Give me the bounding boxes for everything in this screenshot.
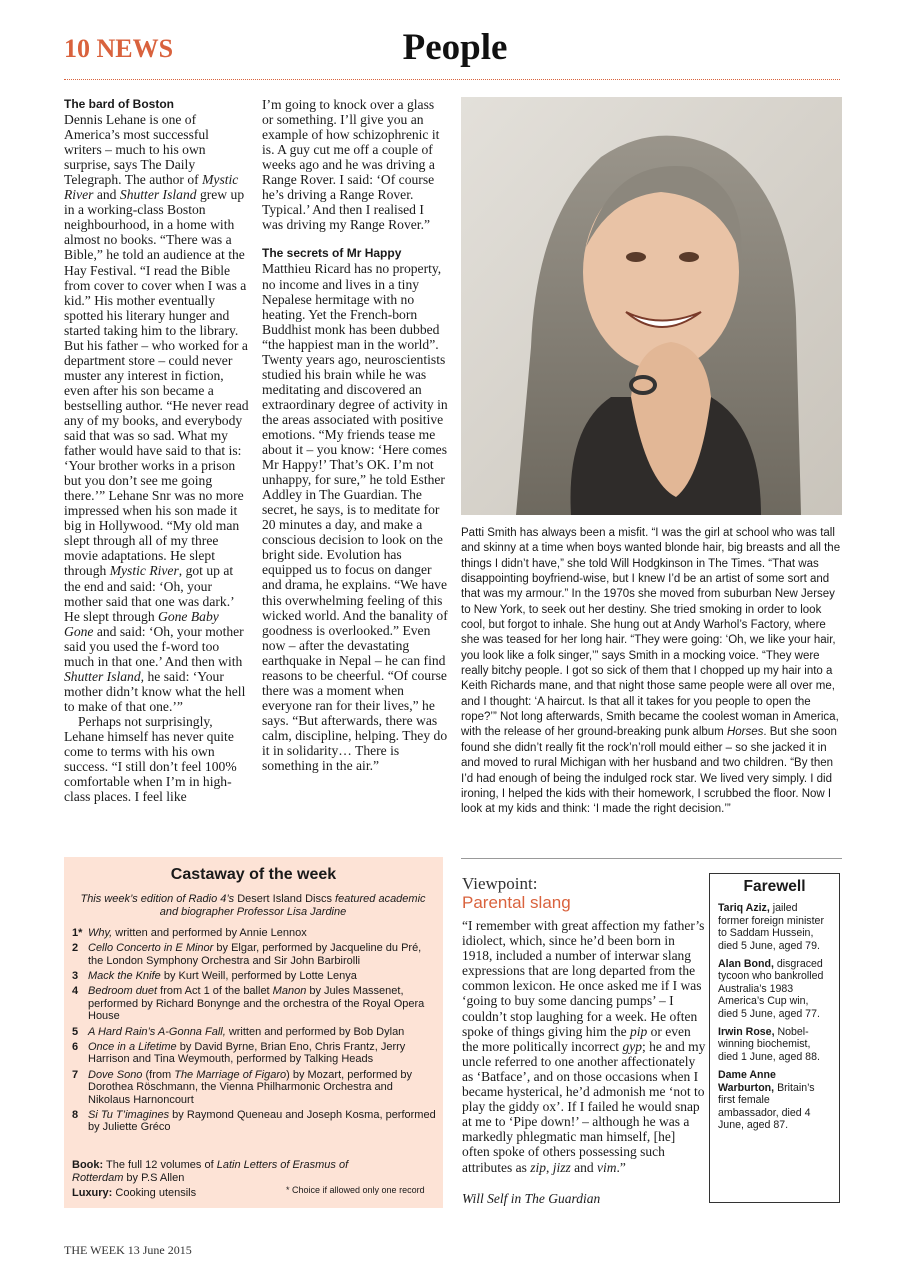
photo-caption: Patti Smith has always been a misfit. “I was the girl at school who was tall and skinny at a time when boys wanted blonde hair, big breasts and all the things I didn’t have,” she told Will Hodgkinson in The Times. “That was disappointing boyfriend-wise, but I knew I’d be an artist of some sort and that was my armour.” In the 1970s she moved from suburban New Jersey to New York, to seek out her destiny. She tried smoking in order to look cool, but forgot to inhale. She hung out at Andy Warhol’s Factory, where she was teased for her long hair. “They were going: ‘Oh, we like your hair, you look like a folk singer,’” says Smith in a mocking voice. “They were really bitchy people. I got so sick of them that I chopped up my hair into a Keith Richards mane, and that night those same people were all over me, and I thought: ‘A haircut. Is that all it takes for you people to open the rope?’” Not long afterwards, Smith became the coolest woman in America, with the release of her ground-breaking punk album Horses. But she soon found she didn’t really fit the rock’n’roll mould either – so she jacked it in and moved to rural Michigan with her husband and two children. “By then I’d had enough of being the indulged rock star. We lived very simply. I did ironing, I helped the kids with their homework, I scrubbed the floor. Now I look at my kids and think: ‘I made the right decision.’” <box>461 527 841 816</box>
farewell-title: Farewell <box>743 878 806 895</box>
viewpoint-title: Parental slang <box>462 893 571 912</box>
list-item: 5 A Hard Rain’s A-Gonna Fall, written and performed by Bob Dylan <box>72 1025 405 1038</box>
farewell-entry: Dame Anne Warburton, Britain’s first female ambassador, died 4 June, aged 87. <box>718 1069 815 1131</box>
portrait-illustration <box>461 97 842 515</box>
castaway-footnote: * Choice if allowed only one record <box>286 1185 425 1195</box>
castaway-box <box>64 857 443 1208</box>
portrait-photo <box>461 97 842 515</box>
farewell-entry: Irwin Rose, Nobel-winning biochemist, died 1 June, aged 88. <box>718 1026 820 1063</box>
castaway-book: Book: The full 12 volumes of Latin Letters of Erasmus of Rotterdam by P.S Allen <box>72 1159 349 1184</box>
list-item: 6 Once in a Lifetime by David Byrne, Brian Eno, Chris Frantz, Jerry Harrison and Tina Weymouth, performed by Talking Heads <box>72 1040 406 1066</box>
page-title: People <box>402 27 508 68</box>
farewell-box <box>709 873 840 1203</box>
viewpoint-body: “I remember with great affection my father’s idiolect, which, since he’d been born in 1918, included a number of interwar slang expressions that are long departed from the common lexicon. He once asked me if I was ‘going to buy some dancing pumps’ – I couldn’t stop laughing for a week. He often spoke of things giving him the pip or even the more politically incorrect gyp; he and my uncle referred to one another affectionately as ‘Batface’, and on those occasions when I became hysterical, he’d admonish me ‘not to play the giddy ox’. If I failed he would snap at me to ‘Pipe down!’ – although he was a markedly phlegmatic man himself, [he] often spoke of others possessing such attributes as zip, jizz and vim.” <box>462 918 706 1175</box>
article-heading: The bard of Boston <box>64 97 174 111</box>
castaway-title: Castaway of the week <box>170 866 337 883</box>
list-item: 4 Bedroom duet from Act 1 of the ballet Manon by Jules Massenet, performed by Richard Bonynge and the orchestra of the Royal Opera House <box>72 985 425 1023</box>
article-paragraph: Matthieu Ricard has no property, no income and lives in a tiny Nepalese hermitage with no heating. Yet the French-born Buddhist monk has been dubbed “the happiest man in the world”. Twenty years ago, neuroscientists studied his brain while he was meditating and discovered an extraordinary degree of activity in the areas associated with positive emotions. “My friends tease me about it – you know: ‘Here comes Mr Happy!’ That’s OK. I’m not unhappy, for sure,” he told Esther Addley in The Guardian. The secret, he says, is to meditate for 20 minutes a day, and make a conscious decision to look on the bright side. Evolution has equipped us to focus on danger and drama, he explains. “We have this overwhelming feeling of this wicked world. And the banality of goodness is overlooked.” Even now – after the devastating earthquake in Nepal – he can find reasons to be cheerful. “Of course there was a moment when everyone ran for their lives,” he says. “But afterwards, there was calm, discipline, helping. They do it in solidarity… There is something in the air.” <box>262 261 448 774</box>
castaway-list <box>72 927 436 1137</box>
list-item: 8 Si Tu T’imagines by Raymond Queneau and Joseph Kosma, performed by Juliette Gréco <box>72 1108 436 1134</box>
article-bard-of-boston <box>64 97 250 804</box>
viewpoint-kicker: Viewpoint: <box>462 874 538 893</box>
article-heading: The secrets of Mr Happy <box>262 246 402 261</box>
farewell-entry: Tariq Aziz, jailed former foreign minister to Saddam Hussein, died 5 June, aged 79. <box>718 902 824 952</box>
list-item: 1* Why, written and performed by Annie Lennox <box>72 927 307 939</box>
header-divider <box>64 79 840 80</box>
list-item: 2 Cello Concerto in E Minor by Elgar, performed by Jacqueline du Pré, the London Symphony Orchestra and Sir John Barbirolli <box>72 942 422 967</box>
article-paragraph: I’m going to knock over a glass or something. I’ll give you an example of how schizophrenic it is. A guy cut me off a couple of weeks ago and he was driving a Range Rover. I said: ‘Of course he’s driving a Range Rover. Typical.’ And then I realised I was driving my Range Rover.” <box>262 97 440 233</box>
list-item: 7 Dove Sono (from The Marriage of Figaro) by Mozart, performed by Dorothea Röschmann, the Vienna Philharmonic Orchestra and Nikolaus Harnoncourt <box>72 1068 413 1106</box>
article-paragraph: Dennis Lehane is one of America’s most successful writers – much to his own surprise, says The Daily Telegraph. The author of Mystic River and Shutter Island grew up in a working-class Boston neighbourhood, in a home with almost no books. “There was a Bible,” he told an audience at the Hay Festival. “I read the Bible from cover to cover when I was a kid.” His mother eventually spotted his literary hunger and started taking him to the library. But his father – who worked for a department store – could never muster any interest in fiction, even after his son became a bestselling author. “He never read any of my books, and everybody said that was so sad. What my father would have said to that is: ‘Your brother works in a prison but you don’t see me going there.’” Lehane Snr was no more impressed when his son made it big in Hollywood. “My old man slept through all of my three movie adaptations. He slept through Mystic River, got up at the end and said: ‘Oh, your mother said that one was dark.’ He slept through Gone Baby Gone and said: ‘Oh, your mother said you used the f-word too much in that one.’ And then with Shutter Island, he said: ‘Your mother didn’t know what the hell to make of that one.’” <box>64 112 249 714</box>
page-footer: THE WEEK 13 June 2015 <box>64 1243 192 1257</box>
article-column-2 <box>262 97 448 773</box>
list-item: 3 Mack the Knife by Kurt Weill, performed by Lotte Lenya <box>72 969 357 982</box>
viewpoint-source: Will Self in The Guardian <box>462 1191 601 1206</box>
farewell-entry: Alan Bond, disgraced tycoon who bankrolled Australia’s 1983 America’s Cup win, died 5 June, aged 77. <box>718 958 824 1020</box>
castaway-intro: This week’s edition of Radio 4’s Desert Island Discs featured academic and biographer Professor Lisa Jardine <box>80 893 426 918</box>
viewpoint-divider <box>461 858 842 859</box>
article-paragraph: Perhaps not surprisingly, Lehane himself has never quite come to terms with his own success. “I still don’t feel 100% comfortable when I’m in high-class places. I feel like <box>64 713 237 805</box>
castaway-luxury: Luxury: Cooking utensils <box>72 1187 197 1199</box>
section-label: 10 NEWS <box>64 34 174 63</box>
